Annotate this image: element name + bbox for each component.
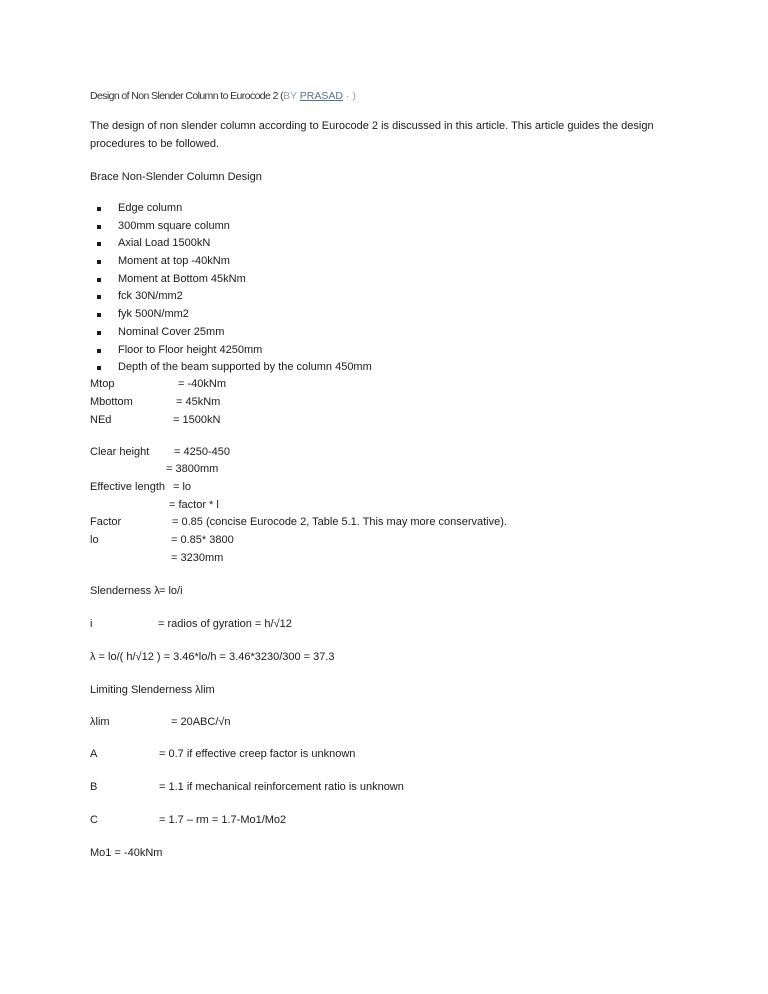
b-value: = 1.1 if mechanical reinforcement ratio is unknown [159,781,404,793]
bullet-square-icon [97,331,101,335]
mbottom-value: = 45kNm [176,396,221,408]
mtop-value: = -40kNm [178,378,226,390]
lambda-equation: λ = lo/( h/√12 ) = 3.46*lo/h = 3.46*3230/300 = 37.3 [90,651,335,663]
lo-value-2: = 3230mm [171,552,224,564]
list-item: Edge column [90,200,372,218]
list-item: Nominal Cover 25mm [90,324,372,342]
slenderness-value: = lo/i [159,585,183,597]
limiting-slenderness-heading: Limiting Slenderness λlim [90,684,215,696]
i-value: = radios of gyration = h/√12 [158,618,292,630]
bullet-square-icon [97,366,101,370]
factor-label: Factor [90,516,122,528]
lambda-lim-value: = 20ABC/√n [171,716,231,728]
c-label: C [90,814,98,826]
intro-paragraph: The design of non slender column according to Eurocode 2 is discussed in this article. This article guides the design procedures to be followed. [90,120,654,150]
list-item: Axial Load 1500kN [90,235,372,253]
lo-label: lo [90,534,99,546]
ned-label: NEd [90,414,112,426]
article-title [90,90,356,102]
bullet-square-icon [97,349,101,353]
mo1-line: Mo1 = -40kNm [90,847,163,859]
bullet-square-icon [97,295,101,299]
slenderness-label: Slenderness λ [90,585,160,597]
clear-height-value-1: = 4250-450 [174,446,230,458]
effective-length-label: Effective length [90,481,166,493]
bullet-square-icon [97,260,101,264]
input-list [90,200,372,377]
a-value: = 0.7 if effective creep factor is unknown [159,748,356,760]
ned-value: = 1500kN [173,414,221,426]
list-item: Floor to Floor height 4250mm [90,342,372,360]
list-item: fck 30N/mm2 [90,288,372,306]
title-by: BY [283,90,300,102]
c-value: = 1.7 – rm = 1.7-Mo1/Mo2 [159,814,287,826]
a-label: A [90,748,98,760]
lambda-lim-label: λlim [90,716,110,728]
bullet-square-icon [97,225,101,229]
factor-value: = 0.85 (concise Eurocode 2, Table 5.1. This may more conservative). [172,516,507,528]
effective-length-value-2: = factor * l [169,499,219,511]
effective-length-value-1: = lo [173,481,192,493]
list-item: Moment at Bottom 45kNm [90,271,372,289]
clear-height-value-2: = 3800mm [166,463,219,475]
bullet-square-icon [97,207,101,211]
mtop-label: Mtop [90,378,115,390]
list-item: Moment at top -40kNm [90,253,372,271]
bullet-square-icon [97,313,101,317]
lo-value-1: = 0.85* 3800 [171,534,234,546]
list-item: 300mm square column [90,218,372,236]
bullet-square-icon [97,242,101,246]
list-item: fyk 500N/mm2 [90,306,372,324]
clear-height-label: Clear height [90,446,150,458]
title-text: Design of Non Slender Column to Eurocode 2 ( [90,90,284,102]
section-heading: Brace Non-Slender Column Design [90,171,262,183]
i-label: i [90,618,93,630]
title-tail: · ) [342,90,356,102]
author-link[interactable]: PRASAD [299,90,343,102]
b-label: B [90,781,98,793]
bullet-square-icon [97,278,101,282]
list-item: Depth of the beam supported by the column 450mm [90,359,372,377]
mbottom-label: Mbottom [90,396,133,408]
